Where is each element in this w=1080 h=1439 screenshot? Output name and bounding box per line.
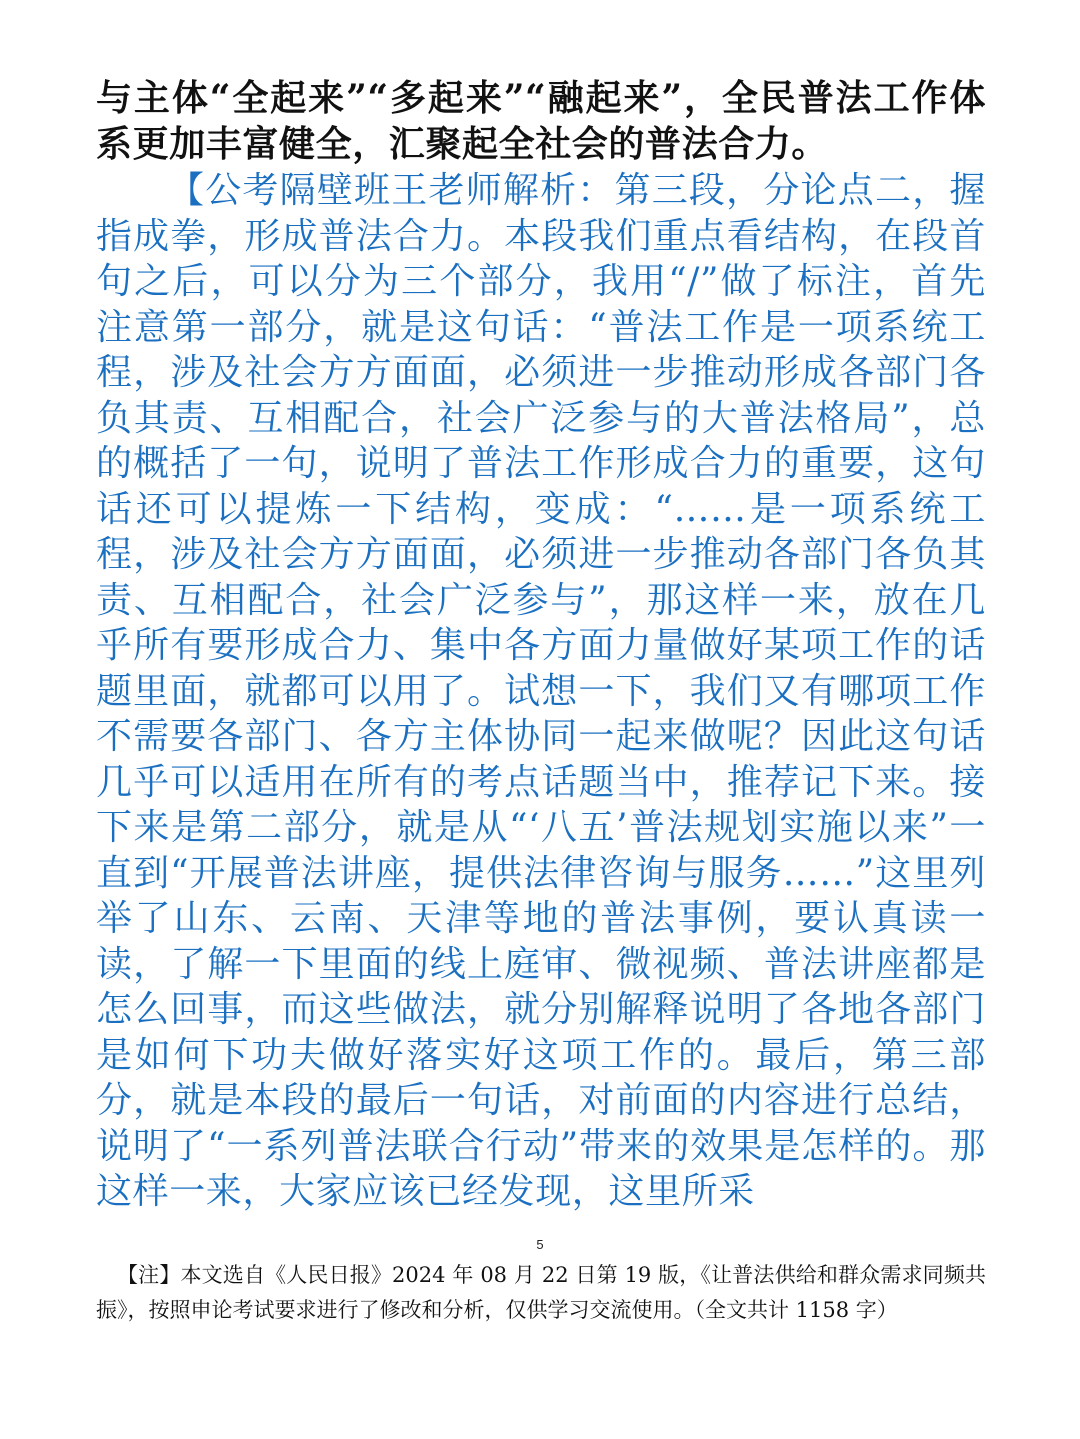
analysis-paragraph: 【公考隔壁班王老师解析：第三段，分论点二，握指成拳，形成普法合力。本段我们重点看结构，在段首句之后，可以分为三个部分，我用“/”做了标注，首先注意第一部分，就是这句话：“普法工作是一项系统工程，涉及社会方方面面，必须进一步推动形成各部门各负其责、互相配合，社会广泛参与的大普法格局”，总的概括了一句，说明了普法工作形成合力的重要，这句话还可以提炼一下结构，变成：“……是一项系统工程，涉及社会方方面面，必须进一步推动各部门各负其责、互相配合，社会广泛参与”，那这样一来，放在几乎所有要形成合力、集中各方面力量做好某项工作的话题里面，就都可以用了。试想一下，我们又有哪项工作不需要各部门、各方主体协同一起来做呢？因此这句话几乎可以适用在所有的考点话题当中，推荐记下来。接下来是第二部分，就是从“‘八五’普法规划实施以来”一直到“开展普法讲座，提供法律咨询与服务……”这里列举了山东、云南、天津等地的普法事例，要认真读一读，了解一下里面的线上庭审、微视频、普法讲座都是怎么回事，而这些做法，就分别解释说明了各地各部门是如何下功夫做好落实好这项工作的。最后，第三部分，就是本段的最后一句话，对前面的内容进行总结，说明了“一系列普法联合行动”带来的效果是怎样的。那这样一来，大家应该已经发现，这里所采 (96, 170, 986, 1212)
footnote: 【注】本文选自《人民日报》2024 年 08 月 22 日第 19 版，《让普法供给和群众需求同频共振》，按照申论考试要求进行了修改和分析，仅供学习交流使用。（全文共计 1158 字） (96, 1263, 986, 1322)
page-number: 5 (536, 1237, 544, 1252)
continuation-paragraph: 与主体“全起来”“多起来”“融起来”，全民普法工作体系更加丰富健全，汇聚起全社会的普法合力。 (96, 77, 986, 165)
